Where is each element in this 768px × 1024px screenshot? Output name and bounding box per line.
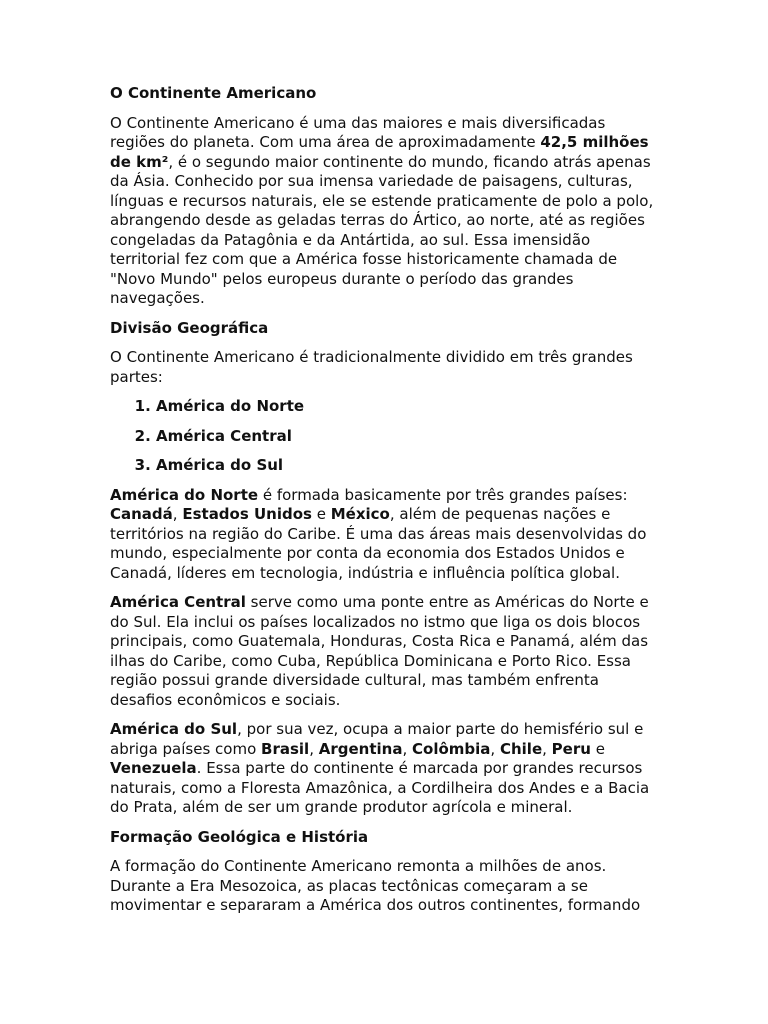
central-text-1: serve como uma ponte entre as Américas do Norte e do Sul. Ela inclui os países localizados no istmo que liga os dois blocos principais, como Guatemala, Honduras, Costa Rica e Panamá, além das ilhas do Caribe, como Cuba, República Dominicana e Porto Rico. Essa região possui grande diversidade cultural, mas também enfrenta desafios econômicos e sociais. <box>110 593 649 709</box>
country-venezuela: Venezuela <box>110 759 197 777</box>
country-peru: Peru <box>551 739 591 758</box>
intro-text-2: , é o segundo maior continente do mundo, ficando atrás apenas da Ásia. Conhecido por sua imensa variedade de paisagens, culturas, línguas e recursos naturais, ele se estende praticamente de polo a polo, abrangendo desde as geladas terras do Ártico, ao norte, até as regiões congeladas da Patagônia e da Antártida, ao sul. Essa imensidão territorial fez com que a América fosse historicamente chamada de "Novo Mundo" pelos europeus durante o período das grandes navegações. <box>110 152 654 307</box>
north-term: América do Norte <box>110 485 259 504</box>
south-text-2: , <box>309 739 319 758</box>
central-term: América Central <box>110 593 246 611</box>
division-item-north: 1. América do Norte <box>156 397 662 417</box>
north-paragraph <box>110 486 662 584</box>
area-value: 42,5 milhões de km² <box>110 133 649 171</box>
south-text-4: , <box>490 739 500 758</box>
country-mexico: México <box>330 505 390 523</box>
country-usa: Estados Unidos <box>182 505 312 523</box>
division-item-south: 3. América do Sul <box>156 456 662 476</box>
south-text-3: , <box>402 739 413 758</box>
country-brazil: Brasil <box>261 739 310 758</box>
intro-paragraph <box>110 114 662 309</box>
division-heading: Divisão Geográfica <box>110 318 269 337</box>
geology-heading: Formação Geológica e História <box>110 827 369 846</box>
south-paragraph <box>110 720 662 818</box>
south-text-7: . Essa parte do continente é marcada por grandes recursos naturais, como a Floresta Amazônica, a Cordilheira dos Andes e a Bacia do Prata, além de ser um grande produtor agrícola e mineral. <box>110 759 650 816</box>
document-title: O Continente Americano <box>110 84 317 102</box>
division-list <box>110 397 662 476</box>
division-item-central: 2. América Central <box>156 427 662 447</box>
south-text-1: , por sua vez, ocupa a maior parte do hemisfério sul e abriga países como <box>110 720 644 758</box>
document-page <box>110 84 662 926</box>
north-text-2: , <box>172 505 183 523</box>
north-text-3: e <box>311 505 331 523</box>
country-chile: Chile <box>499 739 543 758</box>
central-paragraph <box>110 593 662 710</box>
intro-text-1: O Continente Americano é uma das maiores e mais diversificadas regiões do planeta. Com uma área de aproximadamente <box>110 113 606 151</box>
country-argentina: Argentina <box>318 739 403 758</box>
south-text-5: , <box>542 739 552 758</box>
country-colombia: Colômbia <box>412 739 491 758</box>
geology-paragraph: A formação do Continente Americano remonta a milhões de anos. Durante a Era Mesozoica, as placas tectônicas começaram a se movimentar e separaram a América dos outros continentes, formando <box>110 857 641 914</box>
country-canada: Canadá <box>110 505 173 523</box>
north-text-4: , além de pequenas nações e territórios na região do Caribe. É uma das áreas mais desenvolvidas do mundo, especialmente por conta da economia dos Estados Unidos e Canadá, líderes em tecnologia, indústria e influência política global. <box>110 505 647 582</box>
north-text-1: é formada basicamente por três grandes países: <box>258 485 628 504</box>
south-term: América do Sul <box>110 720 238 738</box>
south-text-6: e <box>590 739 605 758</box>
division-intro: O Continente Americano é tradicionalmente dividido em três grandes partes: <box>110 348 633 386</box>
